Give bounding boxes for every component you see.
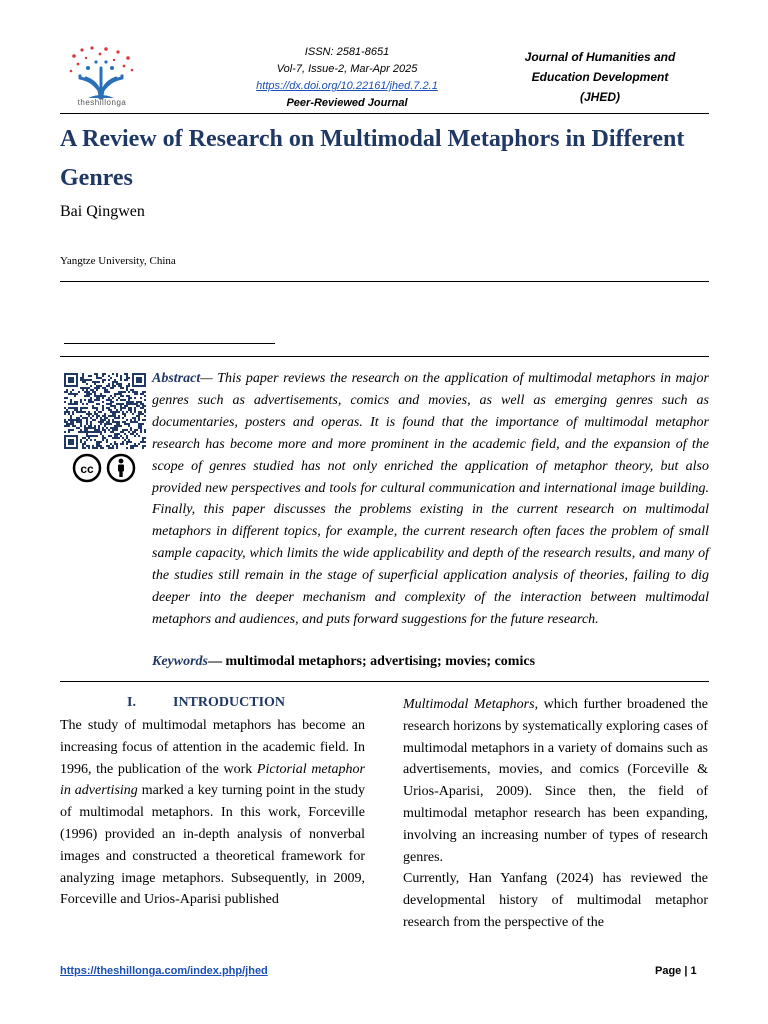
footer-journal-link[interactable]: https://theshillonga.com/index.php/jhed [60, 965, 268, 977]
journal-name-line1: Journal of Humanities and [524, 50, 676, 64]
section-number: I. [127, 695, 136, 710]
author-name: Bai Qingwen [60, 203, 145, 220]
page-number: Page | 1 [655, 965, 697, 977]
keywords [152, 651, 709, 673]
short-rule [64, 343, 275, 344]
intro-paragraph-2: Currently, Han Yanfang (2024) has reviewed the developmental history of multimodal metaphor research from the perspective of the [403, 871, 708, 930]
intro-text-1: The study of multimodal metaphors has become an increasing focus of attention in the academic field. In 1996, the publication of the work [60, 718, 365, 777]
abstract-text: — This paper reviews the research on the application of multimodal metaphors in major genres such as advertisements, comics and movies, as well as emerging genres such as documentaries, posters and operas. It is found that the importance of multimodal metaphor research has become more and more prominent in the academic field, and the expansion of the scope of genres studied has not only enriched the application of metaphor theory, but also provided new perspectives and tools for cultural communication and international image building. Finally, this paper discusses the problems existing in the current research on multimodal metaphors in different topics, for example, the current research often faces the problem of small sample capacity, which limits the wide applicability and depth of the research results, and many of the studies still remain in the stage of superficial application analysis of theories, failing to dig deeper into the deeper mechanism and complexity of the interaction between multimodal metaphors and audiences, and puts forward suggestions for the future research. [152, 371, 709, 627]
peer-reviewed: Peer-Reviewed Journal [286, 97, 408, 109]
volume: Vol-7, Issue-2, Mar-Apr 2025 [276, 63, 418, 75]
svg-text:cc: cc [80, 462, 94, 476]
logo-text: theshillonga [77, 98, 127, 107]
paper-title: A Review of Research on Multimodal Metaphors in Different Genres [60, 126, 685, 191]
section-title: INTRODUCTION [173, 695, 286, 710]
cited-work-title: Pictorial metaphor in advertising [60, 761, 365, 799]
abstract-bottom-rule [60, 681, 709, 682]
abstract [152, 368, 709, 631]
cc-by-license-icon[interactable] [72, 453, 138, 483]
title-rule [60, 281, 709, 282]
issn: ISSN: 2581-8651 [304, 46, 390, 58]
intro-paragraph-1-cont [403, 694, 708, 868]
qr-code[interactable] [64, 373, 146, 449]
keywords-label: Keywords [152, 654, 208, 669]
header-rule [60, 113, 709, 114]
intro-paragraph-1 [60, 715, 365, 911]
abstract-top-rule [60, 356, 709, 357]
intro-text-2: marked a key turning point in the study of multimodal metaphors. In this work, Forceville (1996) provided an in-depth analysis of nonverbal images and constructed a theoretical framework for analyzing image metaphors. Subsequently, in 2009, Forceville and Urios-Aparisi published [60, 783, 365, 908]
affiliation: Yangtze University, China [60, 255, 176, 267]
left-column [60, 715, 365, 911]
intro-text-3: , which further broadened the research horizons by systematically exploring cases of multimodal metaphors in a variety of domains such as advertisements, movies, and comics (Forceville & Urios-Aparisi, 2009). Since then, the field of multimodal metaphor research has been expanding, involving an increasing number of types of research genres. [403, 697, 708, 865]
keywords-text: — multimodal metaphors; advertising; movies; comics [208, 654, 536, 669]
doi-link[interactable]: https://dx.doi.org/10.22161/jhed.7.2.1 [256, 80, 438, 92]
journal-name-line2: Education Development [531, 70, 669, 84]
issue-info [222, 44, 472, 112]
journal-name-line3: (JHED) [579, 90, 620, 104]
abstract-label: Abstract [152, 371, 201, 386]
cited-book-title: Multimodal Metaphors [403, 697, 535, 712]
journal-name [500, 47, 700, 107]
right-column [403, 694, 708, 934]
